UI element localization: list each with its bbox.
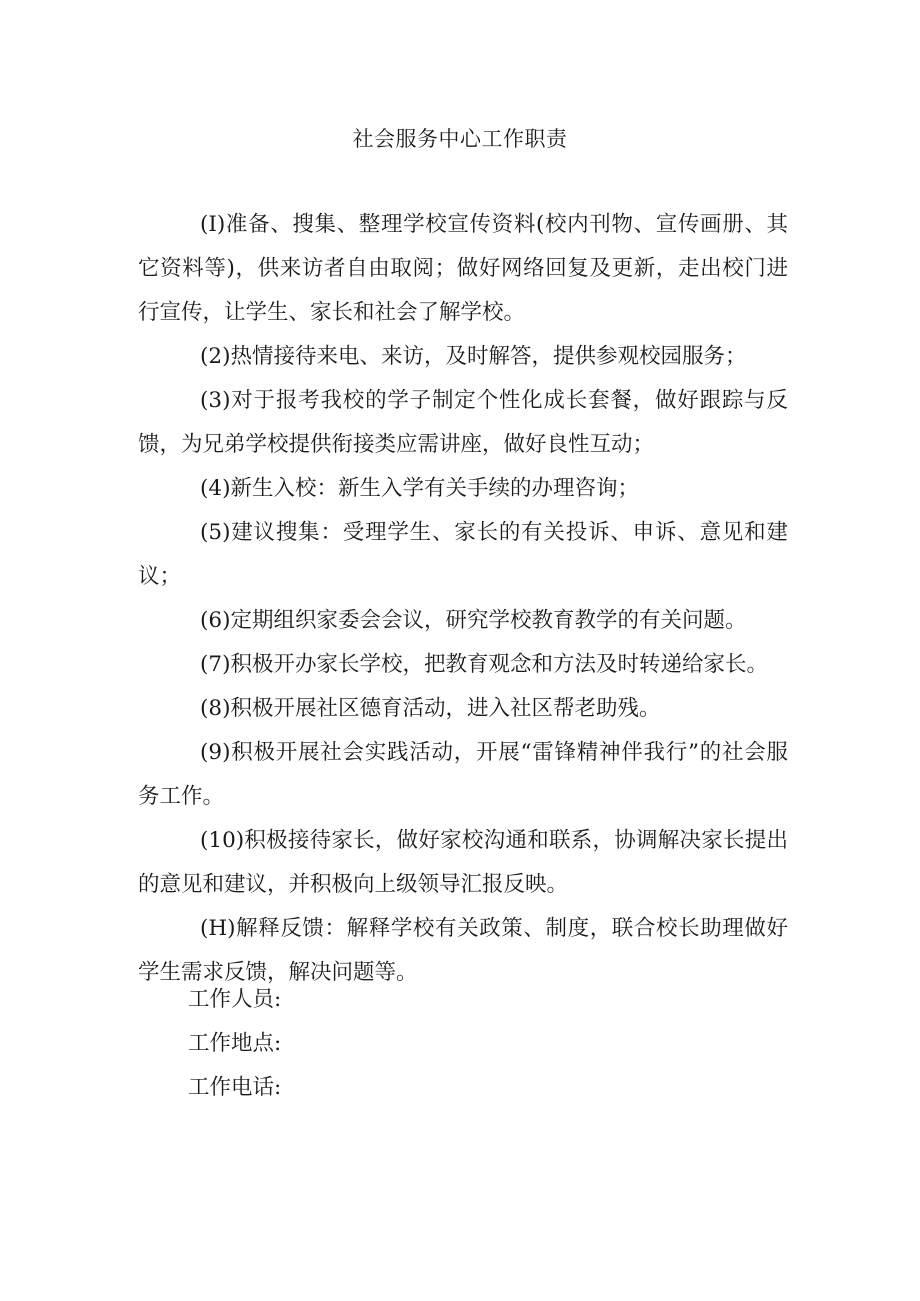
duty-item-9: (9)积极开展社会实践活动，开展“雷锋精神伴我行”的社会服务工作。 xyxy=(138,740,788,809)
duty-item-10: (10)积极接待家长，做好家校沟通和联系，协调解决家长提出的意见和建议，并积极向上级领导汇报反映。 xyxy=(138,828,788,897)
duty-item-5: (5)建议搜集：受理学生、家长的有关投诉、申诉、意见和建议； xyxy=(138,520,788,589)
document-body xyxy=(138,203,788,995)
duty-item-1: (I)准备、搜集、整理学校宣传资料(校内刊物、宣传画册、其它资料等)，供来访者自由取阅；做好网络回复及更新，走出校门进行宣传，让学生、家长和社会了解学校。 xyxy=(138,212,788,325)
staff-field-label: 工作人员: xyxy=(188,987,282,1012)
duty-item-8: (8)积极开展社区德育活动，进入社区帮老助残。 xyxy=(200,696,661,721)
document-title: 社会服务中心工作职责 xyxy=(352,127,568,151)
contact-fields xyxy=(188,978,281,1110)
duty-item-11: (H)解释反馈：解释学校有关政策、制度，联合校长助理做好学生需求反馈，解决问题等。 xyxy=(138,916,788,985)
duty-item-6: (6)定期组织家委会会议，研究学校教育教学的有关问题。 xyxy=(200,608,747,633)
duty-item-3: (3)对于报考我校的学子制定个性化成长套餐，做好跟踪与反馈，为兄弟学校提供衔接类应需讲座，做好良性互动； xyxy=(138,388,788,457)
duty-item-7: (7)积极开办家长学校，把教育观念和方法及时转递给家长。 xyxy=(200,652,768,677)
duty-item-2: (2)热情接待来电、来访，及时解答，提供参观校园服务； xyxy=(200,344,747,369)
phone-field-label: 工作电话: xyxy=(188,1075,282,1100)
duty-item-4: (4)新生入校：新生入学有关手续的办理咨询； xyxy=(200,476,639,501)
location-field-label: 工作地点: xyxy=(188,1031,282,1056)
